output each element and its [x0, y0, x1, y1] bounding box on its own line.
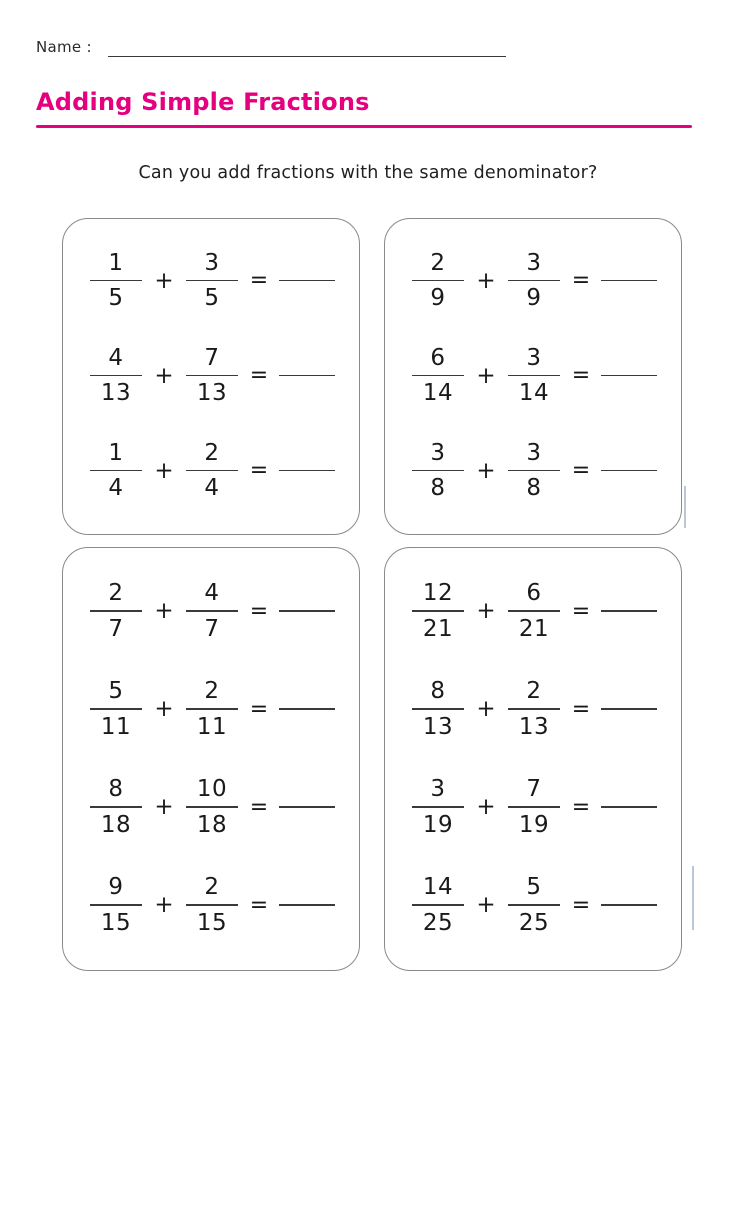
equation-row [73, 328, 349, 423]
answer-blank[interactable] [601, 904, 657, 906]
fraction-second [183, 440, 241, 502]
fraction-bar [412, 708, 464, 710]
answer-blank[interactable] [601, 470, 657, 472]
denominator: 19 [518, 811, 550, 838]
equation-row [395, 328, 671, 423]
equals-icon: = [571, 268, 591, 293]
fraction-second [183, 345, 241, 407]
answer-blank[interactable] [279, 610, 335, 612]
answer-blank[interactable] [601, 375, 657, 377]
equation-row [395, 423, 671, 518]
numerator: 2 [526, 678, 542, 705]
card-row-bottom [62, 547, 682, 971]
problem-card-3 [62, 547, 360, 971]
denominator: 11 [100, 713, 132, 740]
numerator: 3 [526, 439, 542, 466]
numerator: 3 [526, 249, 542, 276]
plus-icon: + [154, 457, 174, 484]
fraction-bar [186, 375, 238, 377]
numerator: 4 [204, 580, 220, 607]
plus-icon: + [154, 267, 174, 294]
equation-row [73, 562, 349, 660]
numerator: 8 [108, 776, 124, 803]
equals-icon: = [249, 458, 269, 483]
equals-icon: = [249, 696, 269, 722]
fraction-bar [508, 806, 560, 808]
equation-row [73, 856, 349, 954]
fraction-bar [90, 806, 142, 808]
answer-blank[interactable] [601, 708, 657, 710]
denominator: 8 [430, 475, 446, 502]
fraction-bar [186, 470, 238, 472]
fraction-first [87, 874, 145, 936]
fraction-first [409, 874, 467, 936]
fraction-bar [90, 280, 142, 282]
fraction-bar [508, 375, 560, 377]
numerator: 3 [430, 439, 446, 466]
plus-icon: + [476, 794, 496, 820]
fraction-first [409, 250, 467, 312]
problem-card-grid [62, 218, 682, 971]
fraction-bar [412, 280, 464, 282]
plus-icon: + [476, 267, 496, 294]
fraction-second [183, 580, 241, 642]
denominator: 18 [100, 811, 132, 838]
equals-icon: = [571, 892, 591, 918]
numerator: 2 [204, 874, 220, 901]
scan-artifact-upper [684, 486, 686, 528]
denominator: 9 [430, 285, 446, 312]
denominator: 4 [108, 475, 124, 502]
plus-icon: + [154, 892, 174, 918]
fraction-first [409, 440, 467, 502]
denominator: 9 [526, 285, 542, 312]
plus-icon: + [154, 794, 174, 820]
fraction-bar [412, 470, 464, 472]
equals-icon: = [571, 794, 591, 820]
equals-icon: = [249, 598, 269, 624]
equation-row [395, 856, 671, 954]
fraction-bar [412, 806, 464, 808]
equation-row [73, 758, 349, 856]
fraction-second [505, 874, 563, 936]
equals-icon: = [571, 458, 591, 483]
fraction-bar [90, 904, 142, 906]
fraction-bar [508, 708, 560, 710]
equation-row [73, 660, 349, 758]
fraction-first [87, 345, 145, 407]
fraction-second [505, 776, 563, 838]
fraction-bar [186, 806, 238, 808]
plus-icon: + [476, 457, 496, 484]
numerator: 8 [430, 678, 446, 705]
fraction-bar [186, 610, 238, 612]
fraction-second [505, 250, 563, 312]
denominator: 5 [204, 285, 220, 312]
denominator: 15 [100, 909, 132, 936]
fraction-second [183, 874, 241, 936]
equals-icon: = [571, 598, 591, 624]
title-block [36, 88, 700, 128]
numerator: 2 [108, 580, 124, 607]
equation-row [73, 233, 349, 328]
plus-icon: + [476, 892, 496, 918]
instruction-text: Can you add fractions with the same denominator? [138, 163, 598, 183]
fraction-bar [508, 610, 560, 612]
numerator: 12 [422, 580, 454, 607]
fraction-second [505, 440, 563, 502]
answer-blank[interactable] [601, 610, 657, 612]
fraction-bar [508, 904, 560, 906]
numerator: 3 [526, 344, 542, 371]
plus-icon: + [476, 598, 496, 624]
numerator: 10 [196, 776, 228, 803]
equals-icon: = [571, 363, 591, 388]
plus-icon: + [154, 598, 174, 624]
fraction-first [87, 440, 145, 502]
equals-icon: = [249, 363, 269, 388]
equation-row [395, 660, 671, 758]
equation-row [73, 423, 349, 518]
answer-blank[interactable] [601, 280, 657, 282]
fraction-second [505, 678, 563, 740]
answer-blank[interactable] [279, 280, 335, 282]
fraction-bar [508, 470, 560, 472]
page-title: Adding Simple Fractions [36, 88, 370, 116]
fraction-second [505, 580, 563, 642]
fraction-second [183, 678, 241, 740]
fraction-bar [90, 708, 142, 710]
fraction-bar [186, 280, 238, 282]
fraction-bar [90, 470, 142, 472]
numerator: 14 [422, 874, 454, 901]
denominator: 13 [422, 713, 454, 740]
card-row-top [62, 218, 682, 535]
name-input-line[interactable] [108, 40, 506, 57]
numerator: 2 [430, 249, 446, 276]
fraction-first [409, 678, 467, 740]
fraction-bar [186, 708, 238, 710]
denominator: 14 [422, 380, 454, 407]
fraction-first [409, 345, 467, 407]
denominator: 13 [196, 380, 228, 407]
fraction-first [87, 250, 145, 312]
denominator: 11 [196, 713, 228, 740]
name-field-row [36, 38, 506, 57]
plus-icon: + [476, 696, 496, 722]
numerator: 7 [204, 344, 220, 371]
fraction-first [87, 580, 145, 642]
numerator: 9 [108, 874, 124, 901]
numerator: 2 [204, 678, 220, 705]
denominator: 25 [422, 909, 454, 936]
denominator: 5 [108, 285, 124, 312]
denominator: 18 [196, 811, 228, 838]
numerator: 6 [526, 580, 542, 607]
equals-icon: = [249, 892, 269, 918]
equals-icon: = [249, 794, 269, 820]
numerator: 7 [526, 776, 542, 803]
title-divider [36, 125, 692, 128]
denominator: 19 [422, 811, 454, 838]
problem-card-1 [62, 218, 360, 535]
fraction-bar [90, 610, 142, 612]
numerator: 5 [526, 874, 542, 901]
denominator: 13 [100, 380, 132, 407]
problem-card-4 [384, 547, 682, 971]
fraction-bar [508, 280, 560, 282]
answer-blank[interactable] [279, 375, 335, 377]
fraction-first [87, 678, 145, 740]
denominator: 13 [518, 713, 550, 740]
name-label: Name : [36, 38, 92, 56]
equation-row [395, 758, 671, 856]
denominator: 14 [518, 380, 550, 407]
denominator: 4 [204, 475, 220, 502]
plus-icon: + [476, 362, 496, 389]
fraction-first [87, 776, 145, 838]
numerator: 1 [108, 249, 124, 276]
numerator: 4 [108, 344, 124, 371]
answer-blank[interactable] [279, 708, 335, 710]
denominator: 21 [422, 615, 454, 642]
numerator: 2 [204, 439, 220, 466]
denominator: 8 [526, 475, 542, 502]
fraction-first [409, 776, 467, 838]
numerator: 1 [108, 439, 124, 466]
equation-row [395, 233, 671, 328]
fraction-bar [412, 904, 464, 906]
answer-blank[interactable] [601, 806, 657, 808]
equation-row [395, 562, 671, 660]
numerator: 3 [430, 776, 446, 803]
fraction-bar [412, 375, 464, 377]
denominator: 7 [204, 615, 220, 642]
problem-card-2 [384, 218, 682, 535]
answer-blank[interactable] [279, 904, 335, 906]
denominator: 25 [518, 909, 550, 936]
fraction-second [183, 776, 241, 838]
fraction-bar [186, 904, 238, 906]
numerator: 3 [204, 249, 220, 276]
fraction-bar [412, 610, 464, 612]
numerator: 5 [108, 678, 124, 705]
fraction-bar [90, 375, 142, 377]
fraction-second [183, 250, 241, 312]
answer-blank[interactable] [279, 806, 335, 808]
equals-icon: = [249, 268, 269, 293]
numerator: 6 [430, 344, 446, 371]
answer-blank[interactable] [279, 470, 335, 472]
scan-artifact-lower [692, 866, 694, 930]
denominator: 21 [518, 615, 550, 642]
denominator: 15 [196, 909, 228, 936]
denominator: 7 [108, 615, 124, 642]
equals-icon: = [571, 696, 591, 722]
plus-icon: + [154, 362, 174, 389]
fraction-second [505, 345, 563, 407]
plus-icon: + [154, 696, 174, 722]
fraction-first [409, 580, 467, 642]
